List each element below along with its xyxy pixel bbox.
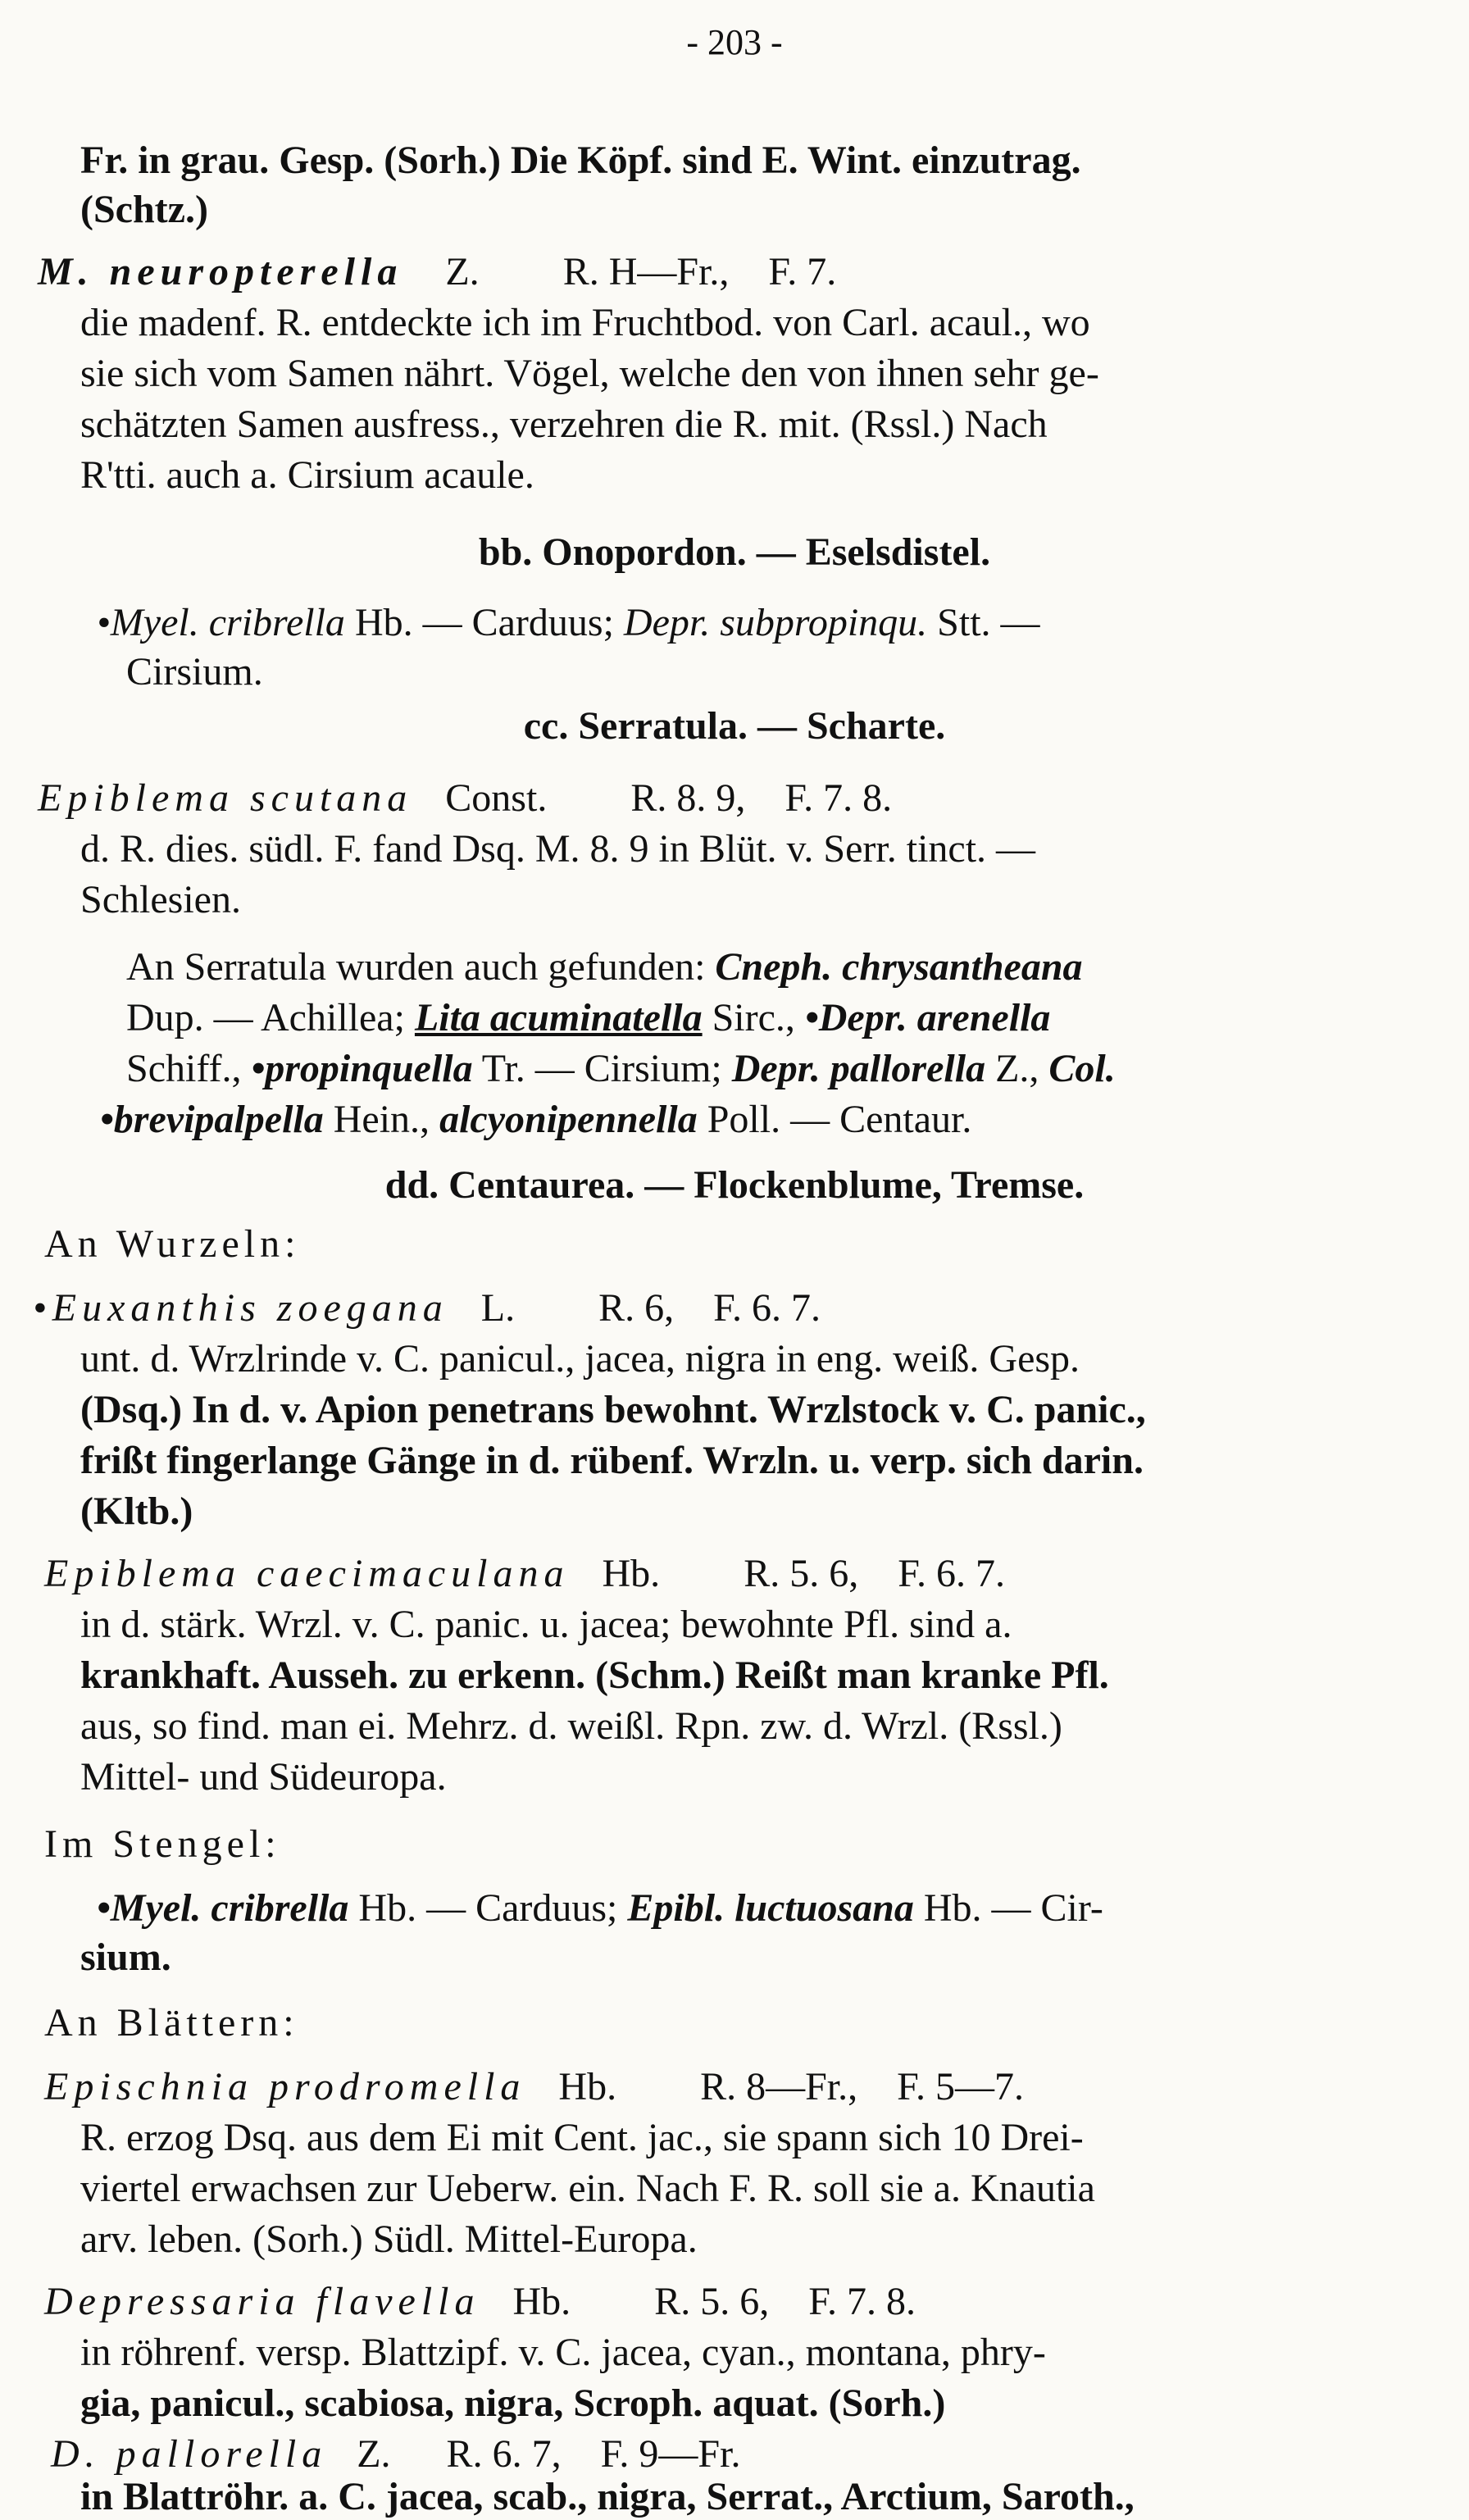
taxon-name: alcyonipennella (439, 1098, 698, 1141)
species-name: •Euxanthis zoegana (33, 1286, 448, 1330)
taxon-name: Lita acuminatella (414, 996, 703, 1039)
text-line: Cirsium. (126, 650, 263, 694)
text-line: Mittel- und Südeuropa. (80, 1755, 447, 1799)
species-dates: R. 6, F. 6. 7. (598, 1286, 821, 1330)
taxon-name: •Myel. cribrella (97, 601, 345, 644)
subsection-label: Im Stengel: (44, 1822, 281, 1866)
section-heading: bb. Onopordon. — Eselsdistel. (478, 530, 991, 574)
species-name: Epischnia prodromella (44, 2065, 526, 2108)
taxon-name: Epibl. luctuosana (627, 1886, 914, 1930)
text-fragment: An Serratula wurden auch gefunden: (126, 945, 716, 989)
text-line: (Dsq.) In d. v. Apion penetrans bewohnt. Wrzlstock v. C. panic., (80, 1388, 1146, 1431)
text-line: krankhaft. Ausseh. zu erkenn. (Schm.) Reißt man kranke Pfl. (80, 1653, 1109, 1697)
text-fragment: Z., (985, 1047, 1049, 1090)
text-fragment: Sirc., (702, 996, 805, 1039)
text-line: (Schtz.) (80, 188, 208, 231)
taxon-name: Cneph. chrysantheana (715, 945, 1083, 989)
text-line: R'tti. auch a. Cirsium acaule. (80, 453, 534, 497)
species-dates: R. 8—Fr., F. 5—7. (700, 2065, 1024, 2108)
species-entry (33, 1285, 821, 1331)
text-line: Fr. in grau. Gesp. (Sorh.) Die Köpf. sind E. Wint. einzutrag. (80, 139, 1081, 182)
species-entry (38, 776, 892, 821)
subsection-label: An Wurzeln: (44, 1222, 301, 1266)
text-line (126, 1046, 1116, 1092)
text-line: in röhrenf. versp. Blattzipf. v. C. jacea, cyan., montana, phry- (80, 2331, 1046, 2374)
species-name: Epiblema caecimaculana (44, 1552, 570, 1595)
subsection-label: An Blättern: (44, 2001, 299, 2045)
species-name: Depressaria flavella (44, 2280, 480, 2323)
text-line: Schlesien. (80, 878, 241, 921)
taxon-name: Depr. pallorella (731, 1047, 986, 1090)
text-line: arv. leben. (Sorh.) Südl. Mittel-Europa. (80, 2218, 698, 2261)
text-fragment: Hb. — Cir- (913, 1886, 1103, 1930)
section-heading: cc. Serratula. — Scharte. (523, 704, 946, 748)
species-entry (44, 2064, 1024, 2110)
species-author: Hb. (512, 2280, 571, 2323)
species-author: Z. (445, 250, 480, 293)
text-line: gia, panicul., scabiosa, nigra, Scroph. aquat. (Sorh.) (80, 2381, 946, 2425)
text-fragment: Hb. — Carduus; (348, 1886, 628, 1930)
text-line: R. erzog Dsq. aus dem Ei mit Cent. jac., sie spann sich 10 Drei- (80, 2116, 1084, 2159)
species-author: Z. (357, 2432, 391, 2476)
species-name: D. pallorella (51, 2432, 328, 2476)
page-number: - 203 - (686, 22, 783, 62)
taxon-name: Col. (1048, 1047, 1116, 1090)
species-dates: R. 5. 6, F. 6. 7. (744, 1552, 1006, 1595)
species-name: M. neuropterella (38, 250, 403, 293)
text-fragment: Hb. — Carduus; (344, 601, 624, 644)
species-author: Const. (445, 776, 548, 820)
text-line: aus, so find. man ei. Mehrz. d. weißl. Rpn. zw. d. Wrzl. (Rssl.) (80, 1704, 1062, 1748)
taxon-name: •propinquella (251, 1047, 473, 1090)
text-line: in Blattröhr. a. C. jacea, scab., nigra, Serrat., Arctium, Saroth., (80, 2475, 1135, 2518)
taxon-name: •Depr. arenella (804, 996, 1051, 1039)
text-line: unt. d. Wrzlrinde v. C. panicul., jacea, nigra in eng. weiß. Gesp. (80, 1337, 1080, 1381)
taxon-name: •Myel. cribrella (97, 1886, 349, 1930)
text-fragment: Stt. — (927, 601, 1040, 644)
text-line (97, 1885, 1103, 1931)
text-fragment: Hein., (323, 1098, 440, 1141)
species-dates: R. 5. 6, F. 7. 8. (654, 2280, 916, 2323)
species-dates: R. H—Fr., F. 7. (562, 250, 837, 293)
species-dates: R. 6. 7, F. 9—Fr. (446, 2432, 741, 2476)
species-author: L. (480, 1286, 516, 1330)
text-line (100, 1097, 971, 1143)
text-line: schätzten Samen ausfress., verzehren die R. mit. (Rssl.) Nach (80, 403, 1048, 446)
species-entry (51, 2431, 740, 2477)
species-entry (38, 249, 836, 295)
text-line: (Kltb.) (80, 1490, 193, 1533)
text-fragment: Poll. — Centaur. (697, 1098, 972, 1141)
text-line: in d. stärk. Wrzl. v. C. panic. u. jacea; bewohnte Pfl. sind a. (80, 1603, 1012, 1646)
text-line: viertel erwachsen zur Ueberw. ein. Nach F. R. soll sie a. Knautia (80, 2167, 1095, 2210)
text-line: sium. (80, 1935, 171, 1979)
text-line: d. R. dies. südl. F. fand Dsq. M. 8. 9 in Blüt. v. Serr. tinct. — (80, 827, 1036, 871)
text-line: sie sich vom Samen nährt. Vögel, welche den von ihnen sehr ge- (80, 352, 1099, 395)
taxon-name: Depr. subpropinqu. (623, 601, 928, 644)
text-fragment: Tr. — Cirsium; (472, 1047, 732, 1090)
species-entry (44, 2279, 916, 2325)
species-entry (44, 1551, 1005, 1597)
species-dates: R. 8. 9, F. 7. 8. (630, 776, 893, 820)
section-heading: dd. Centaurea. — Flockenblume, Tremse. (384, 1163, 1085, 1207)
taxon-name: •brevipalpella (100, 1098, 324, 1141)
text-line (126, 944, 1083, 990)
text-line (97, 600, 1040, 646)
species-author: Hb. (602, 1552, 661, 1595)
text-line (126, 995, 1050, 1041)
species-author: Hb. (558, 2065, 617, 2108)
text-line: die madenf. R. entdeckte ich im Fruchtbod. von Carl. acaul., wo (80, 301, 1090, 344)
text-line: frißt fingerlange Gänge in d. rübenf. Wrzln. u. verp. sich darin. (80, 1439, 1144, 1482)
species-name: Epiblema scutana (38, 776, 413, 820)
text-fragment: Dup. — Achillea; (126, 996, 415, 1039)
text-fragment: Schiff., (126, 1047, 252, 1090)
